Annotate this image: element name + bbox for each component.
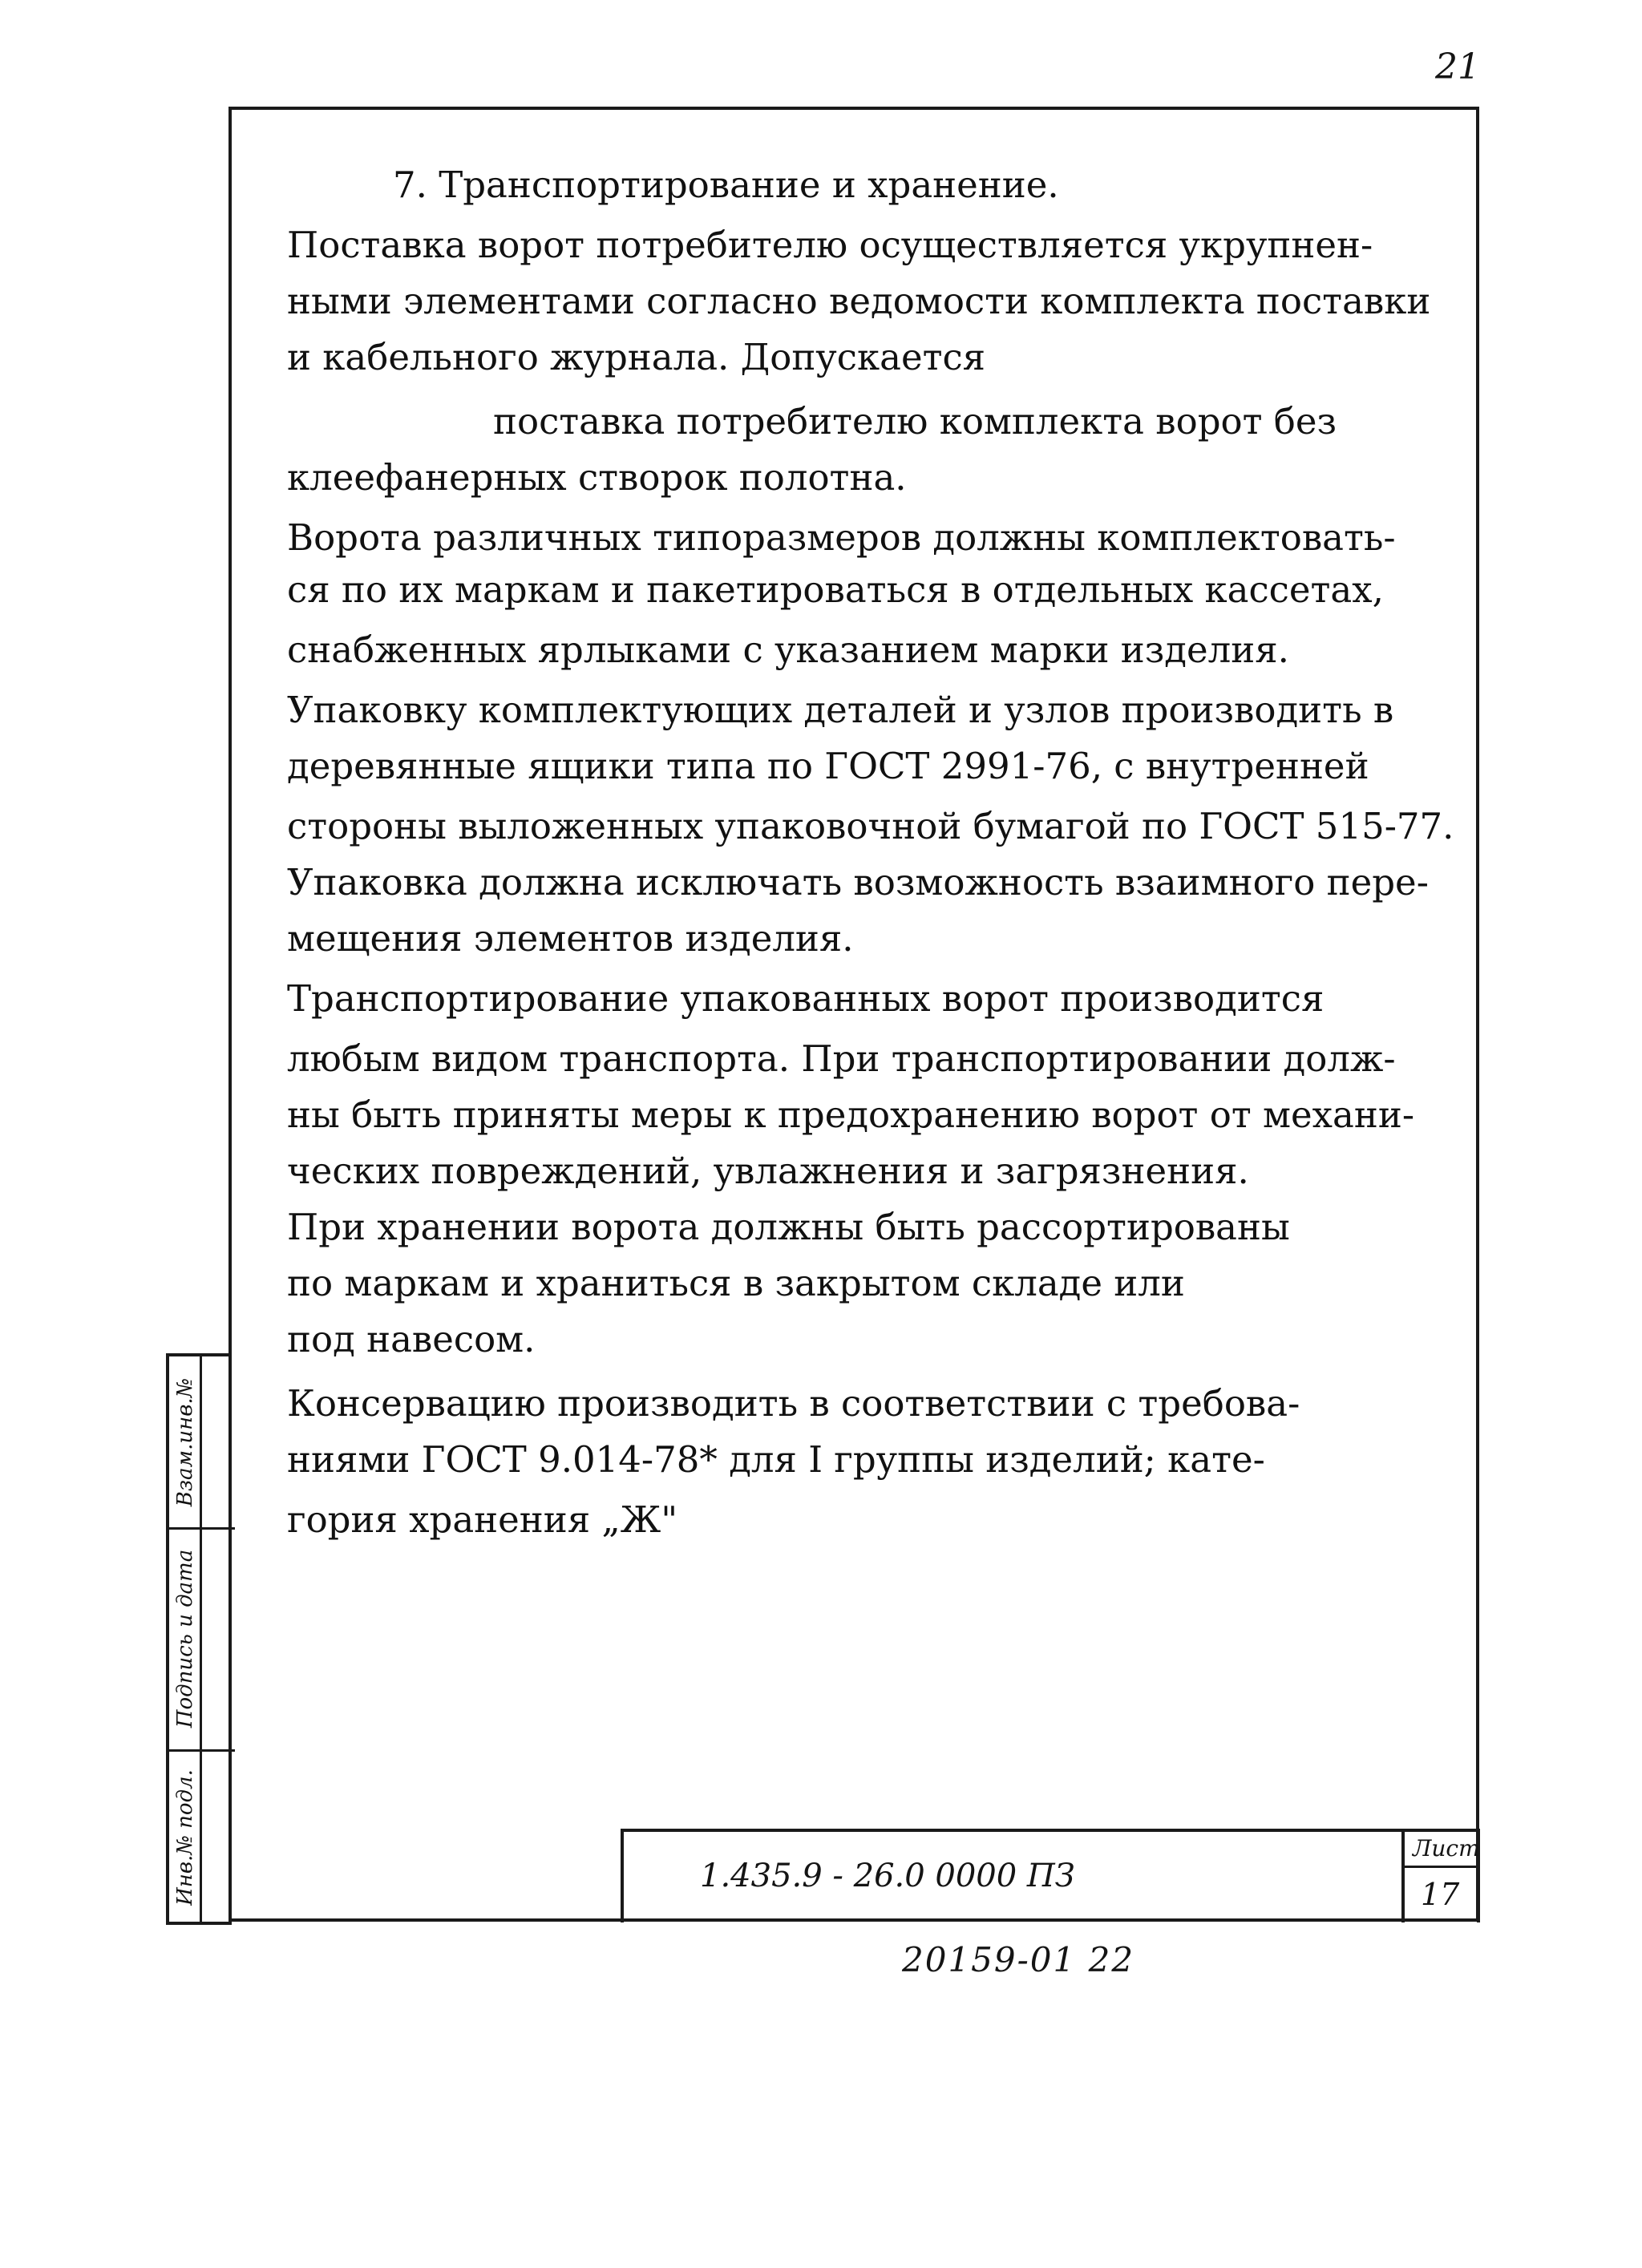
sheet-divider bbox=[1405, 1866, 1477, 1868]
body-line: мещения элементов изделия. bbox=[287, 917, 854, 960]
body-line: Поставка ворот потребителю осуществляется укрупнен- bbox=[287, 224, 1373, 266]
title-block-stamp bbox=[621, 1829, 1480, 1922]
body-line: ными элементами согласно ведомости комплекта поставки bbox=[287, 280, 1431, 322]
body-line: При хранении ворота должны быть рассортированы bbox=[287, 1206, 1290, 1248]
body-line: ны быть приняты меры к предохранению ворот от механи- bbox=[287, 1094, 1415, 1136]
strip-label: Взам.инв.№ bbox=[173, 1377, 198, 1506]
body-line: любым видом транспорта. При транспортировании долж- bbox=[287, 1037, 1396, 1080]
binding-margin-strip bbox=[166, 1353, 232, 1925]
page-number: 21 bbox=[1435, 46, 1480, 87]
body-line: Транспортирование упакованных ворот производится bbox=[287, 977, 1325, 1020]
body-line: Упаковка должна исключать возможность взаимного пере- bbox=[287, 861, 1429, 904]
sheet-label: Лист bbox=[1413, 1835, 1480, 1862]
document-code: 1.435.9 - 26.0 0000 ПЗ bbox=[700, 1858, 1075, 1894]
body-line: поставка потребителю комплекта ворот без bbox=[493, 400, 1337, 443]
body-line: гория хранения „Ж" bbox=[287, 1498, 678, 1541]
body-line: и кабельного журнала. Допускается bbox=[287, 336, 986, 378]
body-line: Консервацию производить в соответствии с требова- bbox=[287, 1382, 1300, 1425]
strip-cell-replacement-inv bbox=[169, 1356, 201, 1527]
body-line: ся по их маркам и пакетироваться в отдельных кассетах, bbox=[287, 568, 1384, 611]
body-line: стороны выложенных упаковочной бумагой по ГОСТ 515-77. bbox=[287, 805, 1454, 847]
body-line: ческих повреждений, увлажнения и загрязнения. bbox=[287, 1150, 1249, 1192]
sheet-number: 17 bbox=[1421, 1877, 1460, 1912]
strip-cell-original-inv bbox=[169, 1749, 201, 1925]
strip-label: Подпись и дата bbox=[173, 1549, 198, 1728]
body-line: ниями ГОСТ 9.014-78* для I группы изделий; кате- bbox=[287, 1438, 1265, 1481]
body-line: Упаковку комплектующих деталей и узлов производить в bbox=[287, 689, 1394, 731]
body-line: клеефанерных створок полотна. bbox=[287, 456, 907, 499]
sheet-column bbox=[1401, 1832, 1480, 1922]
body-line: под навесом. bbox=[287, 1318, 536, 1360]
body-line: деревянные ящики типа по ГОСТ 2991-76, с внутренней bbox=[287, 745, 1369, 787]
strip-cell-signature-date bbox=[169, 1527, 201, 1749]
strip-label: Инв.№ подл. bbox=[173, 1769, 198, 1906]
body-line: Ворота различных типоразмеров должны комплектовать- bbox=[287, 516, 1396, 559]
section-heading: 7. Транспортирование и хранение. bbox=[393, 164, 1059, 206]
body-line: снабженных ярлыками с указанием марки изделия. bbox=[287, 629, 1289, 671]
footer-code: 20159-01 22 bbox=[902, 1940, 1135, 1979]
body-line: по маркам и храниться в закрытом складе или bbox=[287, 1262, 1185, 1304]
